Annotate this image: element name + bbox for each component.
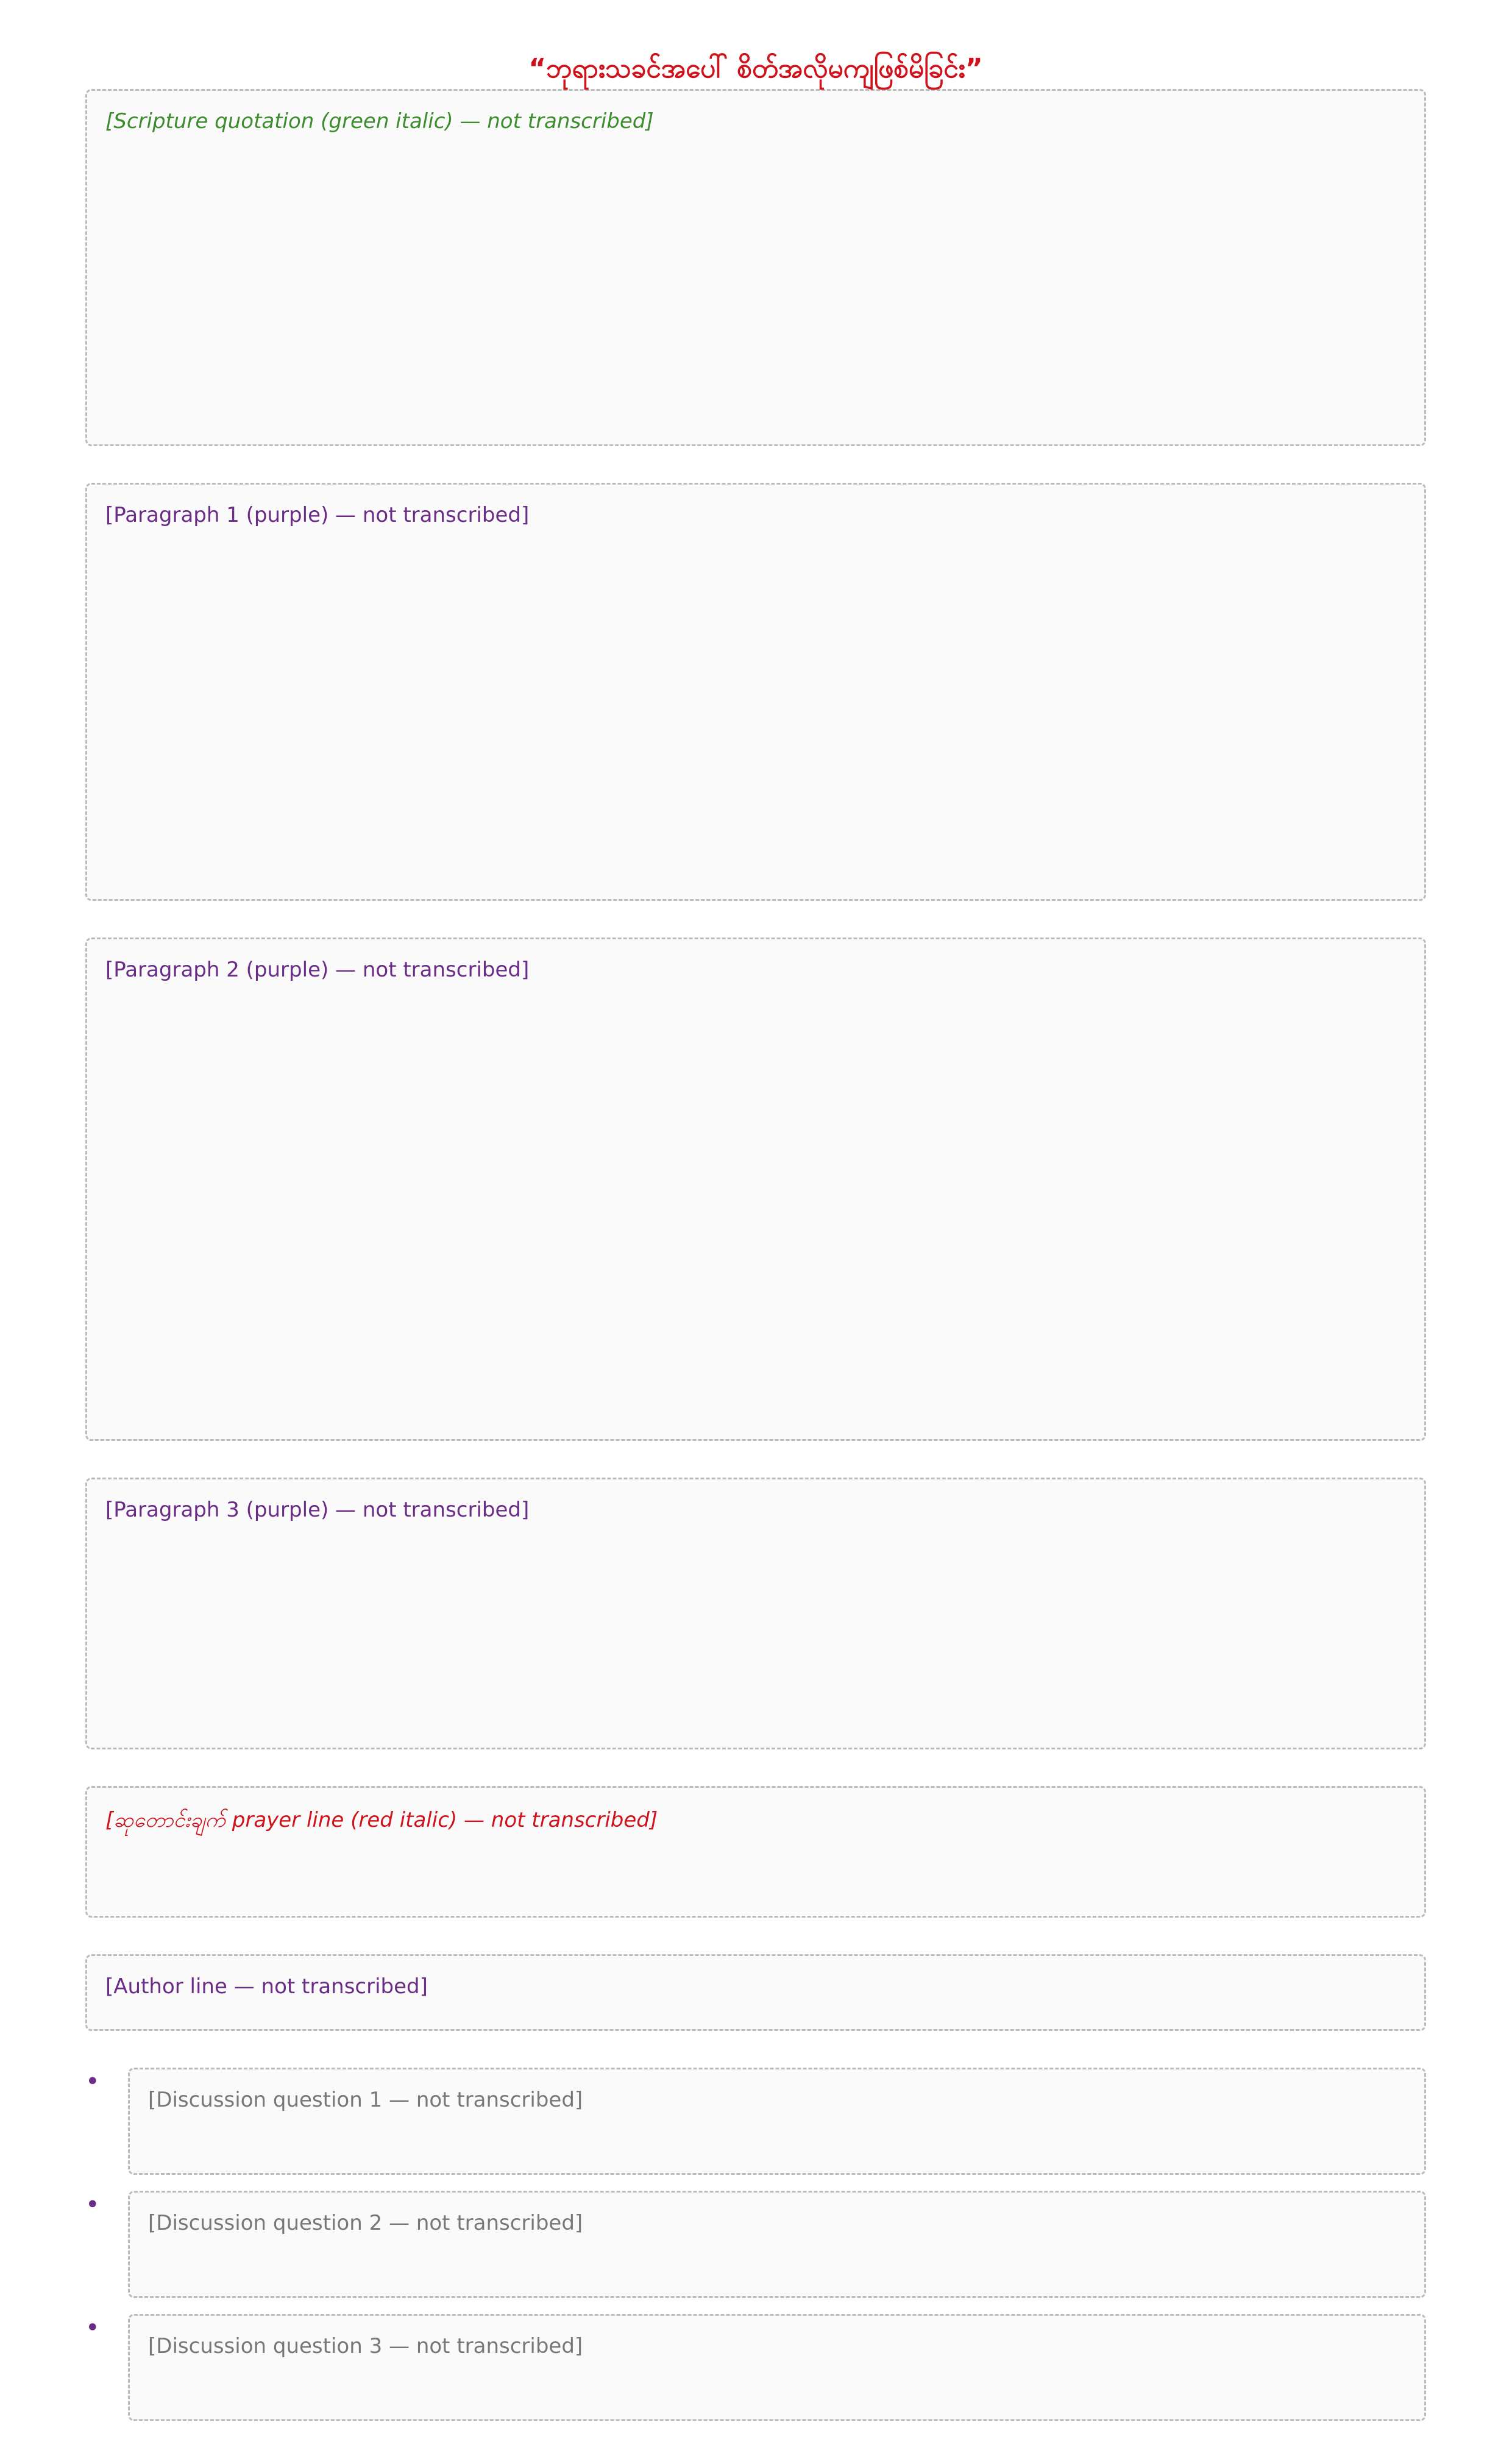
bullet-icon: • [85,2314,100,2342]
question-text: [Discussion question 3 — not transcribed] [128,2314,1426,2421]
scripture-quote-block: [Scripture quotation (green italic) — not transcribed] [85,89,1426,446]
document-page [85,49,1426,2437]
discussion-question-list [85,2068,1426,2421]
bullet-icon: • [85,2191,100,2219]
body-paragraph-2: [Paragraph 2 (purple) — not transcribed] [85,937,1426,1441]
body-paragraph-1: [Paragraph 1 (purple) — not transcribed] [85,483,1426,901]
question-text: [Discussion question 1 — not transcribed] [128,2068,1426,2175]
prayer-block: [ဆုတောင်းချက် prayer line (red italic) — not transcribed] [85,1786,1426,1918]
author-line: [Author line — not transcribed] [85,1954,1426,2031]
body-paragraph-3: [Paragraph 3 (purple) — not transcribed] [85,1478,1426,1749]
list-item [85,2068,1426,2175]
page-title: “ဘုရားသခင်အပေါ် စိတ်အလိုမကျဖြစ်မိခြင်း” [528,53,983,84]
list-item [85,2314,1426,2421]
question-text: [Discussion question 2 — not transcribed] [128,2191,1426,2298]
bullet-icon: • [85,2068,100,2096]
list-item [85,2191,1426,2298]
